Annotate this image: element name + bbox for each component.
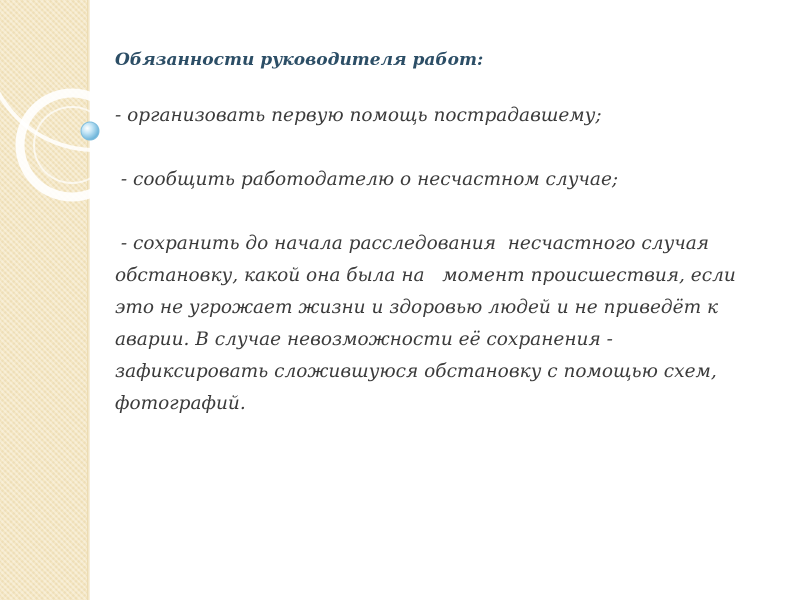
- duty-item-first-aid: - организовать первую помощь пострадавшему;: [115, 105, 602, 126]
- duty-item-preserve-scene: - сохранить до начала расследования несчастного случая обстановку, какой она была на момент происшествия, если это не угрожает жизни и здоровью людей и не приведёт к аварии. В случае невозможности её сохранения - зафиксировать сложившуюся обстановку с помощью схем, фотографий.: [115, 233, 742, 414]
- duty-item-notify-employer: - сообщить работодателю о несчастном случае;: [115, 169, 619, 190]
- duties-list: [115, 100, 755, 420]
- blue-bead-icon: [81, 122, 99, 140]
- small-ring: [34, 107, 110, 183]
- middle-ring: [20, 93, 124, 197]
- slide-title: Обязанности руководителя работ:: [115, 50, 484, 70]
